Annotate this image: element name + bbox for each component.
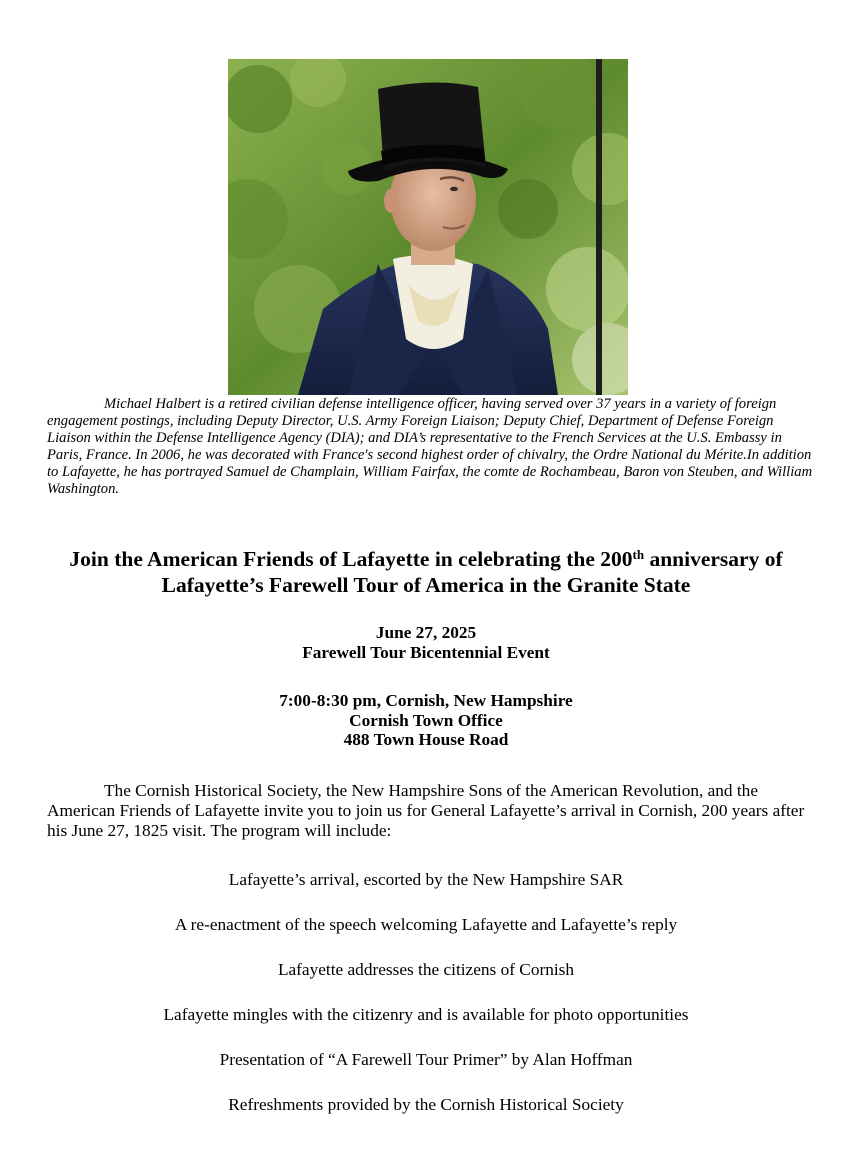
event-headline xyxy=(20,546,832,598)
program-item: Lafayette’s arrival, escorted by the New Hampshire SAR xyxy=(228,870,624,889)
headline-line2: Lafayette’s Farewell Tour of America in the Granite State xyxy=(161,573,691,597)
program-item: Presentation of “A Farewell Tour Primer” by Alan Hoffman xyxy=(219,1050,633,1069)
headline-part1: Join the American Friends of Lafayette in celebrating the 200 xyxy=(69,547,633,571)
headline-superscript: th xyxy=(632,547,645,562)
event-time-place: 7:00-8:30 pm, Cornish, New Hampshire xyxy=(279,691,573,710)
headline-part2: anniversary of xyxy=(644,547,783,571)
event-address: 488 Town House Road xyxy=(343,730,509,749)
intro-text: The Cornish Historical Society, the New Hampshire Sons of the American Revolution, and the American Friends of Lafayette invite you to join us for General Lafayette’s arrival in Cornish, 200 years after his June 27, 1825 visit. The program will include: xyxy=(47,781,805,840)
event-venue: Cornish Town Office xyxy=(349,710,503,730)
headline-line1 xyxy=(69,547,782,571)
program-item: Refreshments provided by the Cornish Historical Society xyxy=(228,1095,624,1114)
program-item: Lafayette addresses the citizens of Cornish xyxy=(277,960,575,979)
portrait-photo xyxy=(228,59,628,395)
portrait-lafayette-reenactor-icon xyxy=(228,59,628,395)
event-date: June 27, 2025 xyxy=(375,623,477,642)
event-name: Farewell Tour Bicentennial Event xyxy=(302,642,550,662)
bio-caption-text: Michael Halbert is a retired civilian defense intelligence officer, having served over 37 years in a variety of foreign engagement postings, including Deputy Director, U.S. Army Foreign Liaison; Deputy Chief, Department of Defense Foreign Liaison within the Defense Intelligence Agency (DIA); and DIA’s representative to the French Services at the U.S. Embassy in Paris, France. In 2006, he was decorated with France's second highest order of chivalry, the Ordre National du Mérite.In addition to Lafayette, he has portrayed Samuel de Champlain, William Fairfax, the comte de Rochambeau, Baron von Steuben, and William Washington. xyxy=(47,396,813,497)
event-location-block xyxy=(20,691,832,750)
program-item: Lafayette mingles with the citizenry and is available for photo opportunities xyxy=(163,1005,689,1024)
intro-paragraph xyxy=(47,781,817,841)
bio-caption xyxy=(47,396,813,498)
program-item: A re-enactment of the speech welcoming Lafayette and Lafayette’s reply xyxy=(174,915,678,934)
event-date-block xyxy=(20,623,832,662)
